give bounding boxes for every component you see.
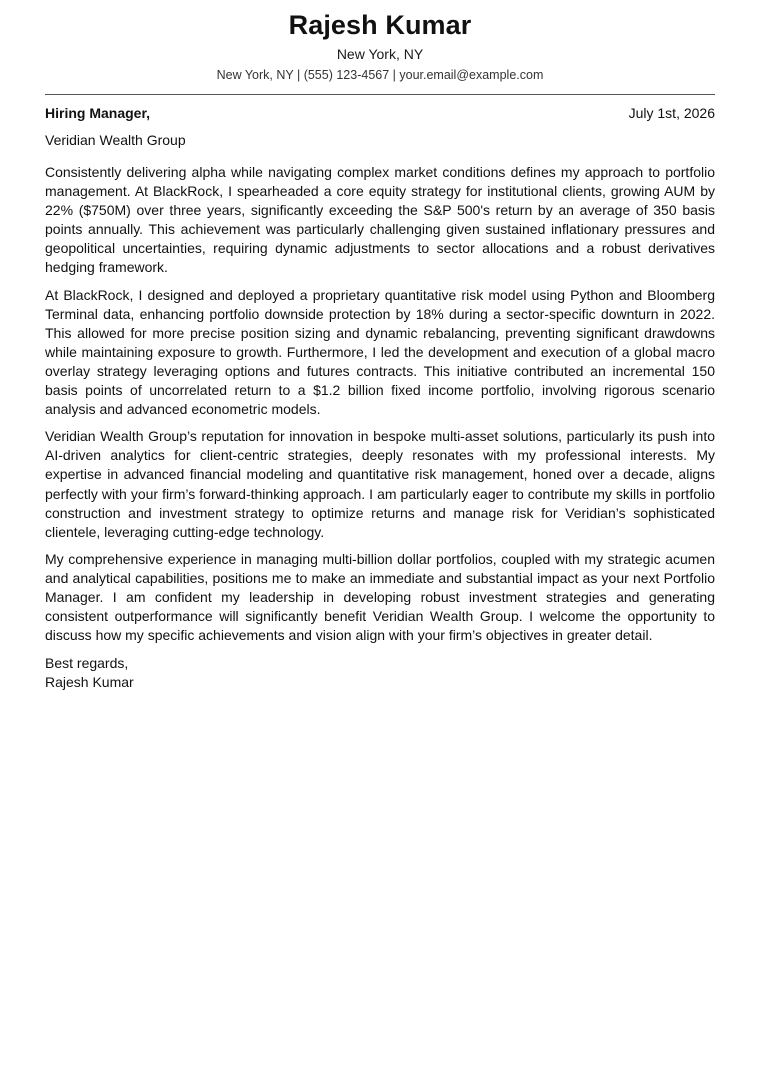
recipient-company: Veridian Wealth Group [45, 132, 186, 148]
applicant-name: Rajesh Kumar [288, 10, 472, 40]
body-paragraph: At BlackRock, I designed and deployed a proprietary quantitative risk model using Python and Bloomberg Terminal data, enhancing portfolio downside protection by 18% during a sector-specific downturn in 2022. This allowed for more precise position sizing and dynamic rebalancing, preventing significant drawdowns while maintaining exposure to growth. Furthermore, I led the development and execution of a global macro overlay strategy leveraging options and futures contracts. This initiative contributed an incremental 150 basis points of uncorrelated return to a $1.2 billion fixed income portfolio, involving rigorous scenario analysis and advanced econometric models. [45, 286, 715, 418]
header-divider [45, 94, 715, 95]
body-paragraph: Veridian Wealth Group’s reputation for innovation in bespoke multi-asset solutions, particularly its push into AI-driven analytics for client-centric strategies, deeply resonates with my professional interests. My expertise in advanced financial modeling and quantitative risk management, honed over a decade, aligns perfectly with your firm’s forward-thinking approach. I am particularly eager to contribute my skills in portfolio construction and investment strategy to optimize returns and manage risk for Veridian’s sophisticated clientele, leveraging cutting-edge technology. [45, 428, 715, 540]
letter-header [45, 9, 715, 83]
body-paragraph: Consistently delivering alpha while navigating complex market conditions defines my approach to portfolio management. At BlackRock, I spearheaded a core equity strategy for institutional clients, growing AUM by 22% ($750M) over three years, significantly exceeding the S&P 500's return by an average of 350 basis points annually. This achievement was particularly challenging given sustained inflationary pressures and geopolitical uncertainties, requiring dynamic adjustments to sector allocations and a robust derivatives hedging framework. [45, 164, 715, 276]
closing-phrase: Best regards, [45, 655, 129, 672]
letter-closing [45, 654, 715, 692]
recipient-salutation: Hiring Manager, [45, 105, 151, 121]
recipient-date-row [45, 104, 715, 122]
contact-line: New York, NY | (555) 123-4567 | your.email@example.com [216, 68, 544, 82]
letter-date: July 1st, 2026 [628, 105, 715, 121]
letter-body [45, 163, 715, 645]
applicant-location: New York, NY [336, 46, 424, 62]
signature-name: Rajesh Kumar [45, 674, 134, 691]
body-paragraph: My comprehensive experience in managing multi-billion dollar portfolios, coupled with my strategic acumen and analytical capabilities, positions me to make an immediate and substantial impact as your next Portfolio Manager. I am confident my leadership in developing robust investment strategies and generating consistent outperformance will significantly benefit Veridian Wealth Group. I welcome the opportunity to discuss how my specific achievements and vision align with your firm’s objectives in greater detail. [45, 550, 715, 644]
